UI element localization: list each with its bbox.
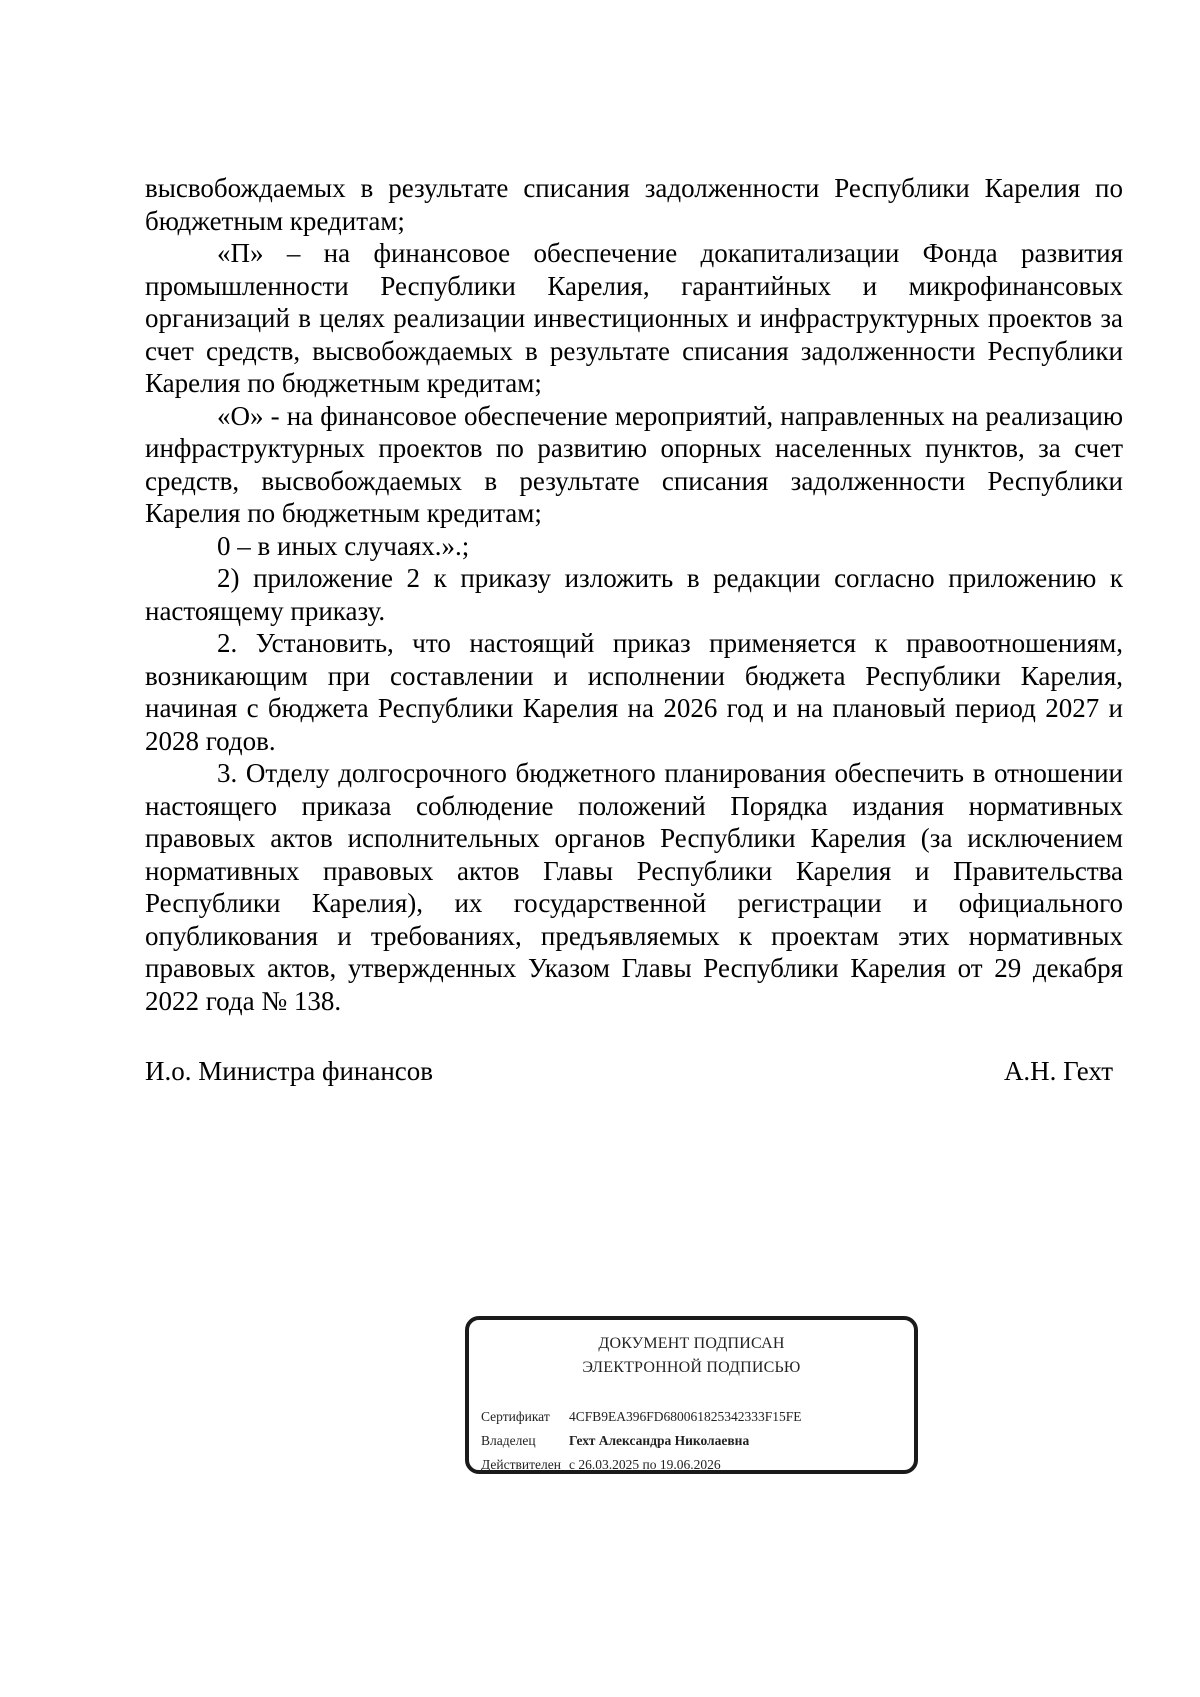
paragraph-item-2: 2) приложение 2 к приказу изложить в редакции согласно приложению к настоящему приказу. [145,563,1123,626]
signatory-position: И.о. Министра финансов [145,1056,434,1086]
validity-label: Действителен [481,1457,561,1472]
stamp-title [469,1332,914,1380]
stamp-owner-row [481,1432,749,1450]
paragraph-clause-3: 3. Отделу долгосрочного бюджетного планирования обеспечить в отношении настоящего приказа соблюдение положений Порядка издания нормативных правовых актов исполнительных органов Республики Карелия (за исключением нормативных правовых актов Главы Республики Карелия и Правительства Республики Карелия), их государственной регистрации и официального опубликования и требованиях, предъявляемых к проектам этих нормативных правовых актов, утвержденных Указом Главы Республики Карелия от 29 декабря 2022 года № 138. [145,758,1123,1016]
stamp-title-line-2: ЭЛЕКТРОННОЙ ПОДПИСЬЮ [582,1359,801,1376]
paragraph-code-o: «О» - на финансовое обеспечение мероприятий, направленных на реализацию инфраструктурных проектов по развитию опорных населенных пунктов, за счет средств, высвобождаемых в результате списания задолженности Республики Карелия по бюджетным кредитам; [145,400,1123,528]
stamp-validity-row [481,1456,721,1474]
certificate-value: 4CFB9EA396FD680061825342333F15FE [569,1409,802,1424]
stamp-certificate-row [481,1408,802,1426]
signatory-name: А.Н. Гехт [1003,1056,1113,1086]
paragraph-code-zero: 0 – в иных случаях.».; [217,530,470,561]
document-body [145,172,1123,1017]
paragraph-code-p: «П» – на финансовое обеспечение докапитализации Фонда развития промышленности Республики Карелия, гарантийных и микрофинансовых организаций в целях реализации инвестиционных и инфраструктурных проектов за счет средств, высвобождаемых в результате списания задолженности Республики Карелия по бюджетным кредитам; [145,238,1123,398]
certificate-label: Сертификат [481,1409,550,1424]
owner-value: Гехт Александра Николаевна [569,1433,750,1448]
electronic-signature-stamp [465,1316,918,1474]
paragraph-clause-2: 2. Установить, что настоящий приказ применяется к правоотношениям, возникающим при составлении и исполнении бюджета Республики Карелия, начиная с бюджета Республики Карелия на 2026 год и на плановый период 2027 и 2028 годов. [145,628,1123,756]
signature-block [145,1055,1113,1087]
owner-label: Владелец [481,1433,536,1448]
stamp-title-line-1: ДОКУМЕНТ ПОДПИСАН [598,1335,785,1352]
paragraph-continuation: высвобождаемых в результате списания задолженности Республики Карелия по бюджетным кредитам; [145,173,1123,236]
validity-value: с 26.03.2025 по 19.06.2026 [569,1457,721,1472]
